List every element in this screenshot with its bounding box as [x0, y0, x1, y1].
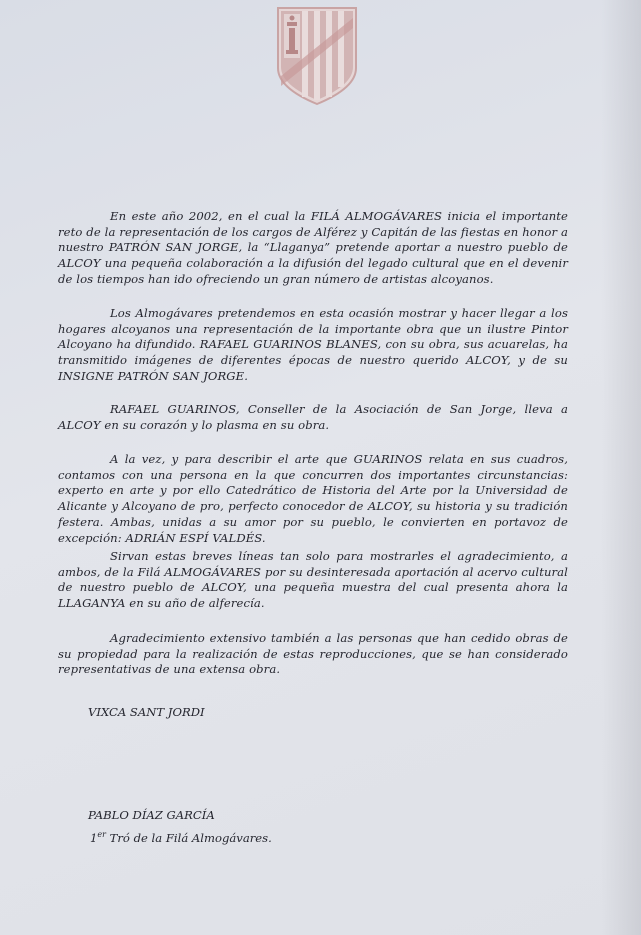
paragraph-intro: En este año 2002, en el cual la FILÁ ALMOGÁVARES inicia el importante reto de la representación de los cargos de Alférez y Capitán de las fiestas en honor a nuestro PATRÓN SAN JORGE, la “Llaganya” pretende aportar a nuestro pueblo de ALCOY una pequeña colaboración a la difusión del legado cultural que en el devenir de los tiempos han ido ofreciendo un gran número de artistas alcoyanos.: [58, 209, 568, 286]
paragraph-guarinos: RAFAEL GUARINOS, Conseller de la Asociación de San Jorge, lleva a ALCOY en su corazón y lo plasma en su obra.: [58, 402, 568, 432]
signature-ordinal: 1: [90, 830, 98, 845]
paragraph-thanks: Sirvan estas breves líneas tan solo para mostrarles el agradecimiento, a ambos, de la Filá ALMOGÁVARES por su desinteresada aportación al acervo cultural de nuestro pueblo de ALCOY, una pequeña muestra del cual presenta ahora la LLAGANYA en su año de alferecía.: [58, 549, 568, 611]
signature-name: PABLO DÍAZ GARCÍA: [88, 808, 215, 822]
coat-of-arms-icon: [276, 6, 358, 106]
page-edge-shadow: [601, 0, 641, 935]
paragraph-acknowledgement: Agradecimiento extensivo también a las personas que han cedido obras de su propiedad para la realización de estas reproducciones, que se han considerado representativas de una extensa obra.: [58, 631, 568, 677]
signature-block: [88, 805, 272, 848]
paragraph-espi: A la vez, y para describir el arte que GUARINOS relata en sus cuadros, contamos con una persona en la que concurren dos importantes circunstancias: experto en arte y por ello Catedrático de Historia del Arte por la Universidad de Alicante y Alcoyano de pro, perfecto conocedor de ALCOY, su historia y su tradición festera. Ambas, unidas a su amor por su pueblo, le convierten en portavoz de excepción: ADRIÁN ESPÍ VALDÉS.: [58, 452, 568, 545]
closing-line: VIXCA SANT JORDI: [88, 705, 205, 719]
signature-role-line: [90, 825, 272, 848]
signature-ordinal-suffix: er: [97, 830, 106, 839]
signature-role: Tró de la Filá Almogávares.: [109, 830, 272, 845]
paragraph-almogavares: Los Almogávares pretendemos en esta ocasión mostrar y hacer llegar a los hogares alcoyanos una representación de la importante obra que un ilustre Pintor Alcoyano ha difundido. RAFAEL GUARINOS BLANES, con su obra, sus acuarelas, ha transmitido imágenes de diferentes épocas de nuestro querido ALCOY, y de su INSIGNE PATRÓN SAN JORGE.: [58, 306, 568, 383]
